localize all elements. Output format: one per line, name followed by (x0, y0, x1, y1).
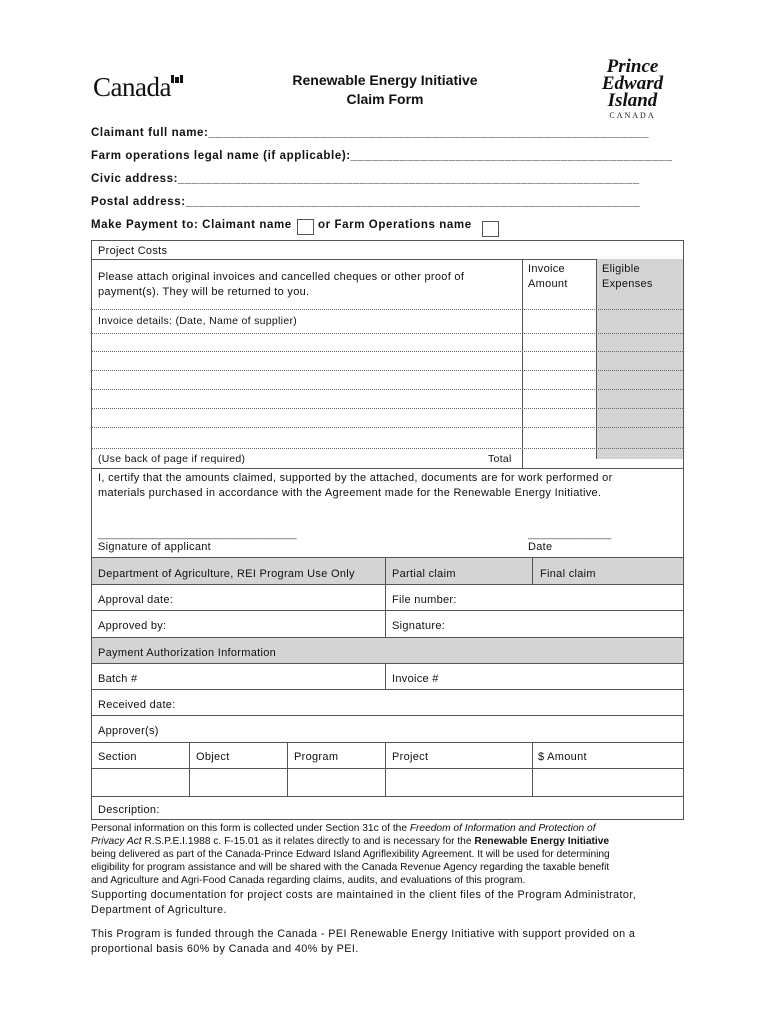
invoice-row[interactable] (92, 333, 683, 334)
final-claim-option[interactable]: Final claim (540, 568, 596, 580)
signature-line[interactable]: _______________________________ (98, 528, 297, 540)
invoice-details-label: Invoice details: (Date, Name of supplier) (98, 315, 298, 327)
section-header: Section (98, 751, 137, 763)
claimant-name-checkbox[interactable] (297, 219, 314, 235)
use-back-note: (Use back of page if required) (98, 453, 246, 465)
canada-wordmark-logo: Canada (93, 72, 171, 102)
invoice-row[interactable] (92, 427, 683, 428)
canada-flag-icon (171, 75, 183, 83)
civic-address-field[interactable]: Civic address:__________________________________________________________________ (91, 173, 640, 185)
form-subtitle: Claim Form (346, 91, 424, 107)
invoice-header-1: Invoice (528, 263, 565, 275)
claim-table (91, 240, 684, 820)
object-header: Object (196, 751, 230, 763)
date-line[interactable]: _____________ (528, 528, 612, 540)
approved-by-label: Approved by: (98, 620, 167, 632)
privacy-text-d: eligibility for program assistance and will be shared with the Canada Revenue Agency regarding the taxable benefit (91, 862, 610, 873)
instructions-line1: Please attach original invoices and cancelled cheques or other proof of (98, 271, 465, 283)
program-use-title: Department of Agriculture, REI Program Use Only (98, 568, 355, 580)
received-date-label: Received date: (98, 699, 176, 711)
project-costs-title: Project Costs (98, 245, 168, 257)
supporting-docs-note (91, 888, 681, 918)
invoice-row[interactable] (92, 448, 683, 449)
program-name-bold: Renewable Energy Initiative (474, 836, 610, 847)
signature-field-label: Signature: (392, 620, 446, 632)
supporting-docs-line2: Department of Agriculture. (91, 904, 227, 916)
certification-line1: I, certify that the amounts claimed, supported by the attached, documents are for work performed or (98, 472, 613, 484)
pei-logo-sub: CANADA (609, 111, 656, 120)
or-farm-label: or Farm Operations name (318, 219, 472, 231)
funding-note (91, 927, 681, 957)
batch-label: Batch # (98, 673, 138, 685)
eligible-header-2: Expenses (602, 278, 653, 290)
signature-label: Signature of applicant (98, 541, 212, 553)
certification-line2: materials purchased in accordance with the Agreement made for the Renewable Energy Initiative. (98, 487, 602, 499)
invoice-row[interactable] (92, 370, 683, 371)
privacy-text-e: and Agriculture and Agri-Food Canada regarding claims, audits, and evaluations of this program. (91, 875, 526, 886)
pei-logo-line3: Island (607, 90, 658, 111)
farm-operations-field[interactable]: Farm operations legal name (if applicable):______________________________________________ (91, 150, 673, 162)
privacy-notice (91, 822, 681, 887)
invoice-header-2: Amount (528, 278, 568, 290)
invoice-row[interactable] (92, 351, 683, 352)
program-header: Program (294, 751, 339, 763)
invoice-row[interactable] (92, 408, 683, 409)
supporting-docs-line1: Supporting documentation for project costs are maintained in the client files of the Program Administrator, (91, 889, 637, 901)
project-header: Project (392, 751, 429, 763)
postal-address-field[interactable]: Postal address:_________________________________________________________________ (91, 196, 641, 208)
funding-line2: proportional basis 60% by Canada and 40% by PEI. (91, 943, 359, 955)
approval-date-label: Approval date: (98, 594, 174, 606)
amount-header: $ Amount (538, 751, 587, 763)
privacy-act-name: Freedom of Information and Protection of (409, 823, 596, 834)
eligible-header-1: Eligible (602, 263, 640, 275)
total-label: Total (488, 453, 512, 465)
privacy-text-a: Personal information on this form is collected under Section 31c of the (91, 823, 410, 834)
privacy-text-b: R.S.P.E.I.1988 c. F-15.01 as it relates directly to and is necessary for the (141, 836, 475, 847)
pei-logo-line2: Edward (601, 73, 664, 94)
farm-operations-checkbox[interactable] (482, 221, 499, 237)
partial-claim-option[interactable]: Partial claim (392, 568, 456, 580)
pei-logo (585, 58, 680, 121)
date-label: Date (528, 541, 553, 553)
privacy-act-name-2: Privacy Act (91, 836, 142, 847)
funding-line1: This Program is funded through the Canada - PEI Renewable Energy Initiative with support provided on a (91, 928, 636, 940)
make-payment-label: Make Payment to: Claimant name (91, 219, 292, 231)
instructions-line2: payment(s). They will be returned to you. (98, 286, 310, 298)
claimant-name-field[interactable]: Claimant full name:_______________________________________________________________ (91, 127, 650, 139)
privacy-text-c: being delivered as part of the Canada-Prince Edward Island Agriflexibility Agreement. It will be used for determining (91, 849, 610, 860)
payment-auth-title: Payment Authorization Information (98, 647, 277, 659)
invoice-number-label: Invoice # (392, 673, 439, 685)
form-title: Renewable Energy Initiative (292, 72, 478, 88)
description-label: Description: (98, 804, 160, 816)
pei-logo-line1: Prince (606, 56, 659, 77)
file-number-label: File number: (392, 594, 457, 606)
invoice-row[interactable] (92, 389, 683, 390)
approvers-label: Approver(s) (98, 725, 159, 737)
